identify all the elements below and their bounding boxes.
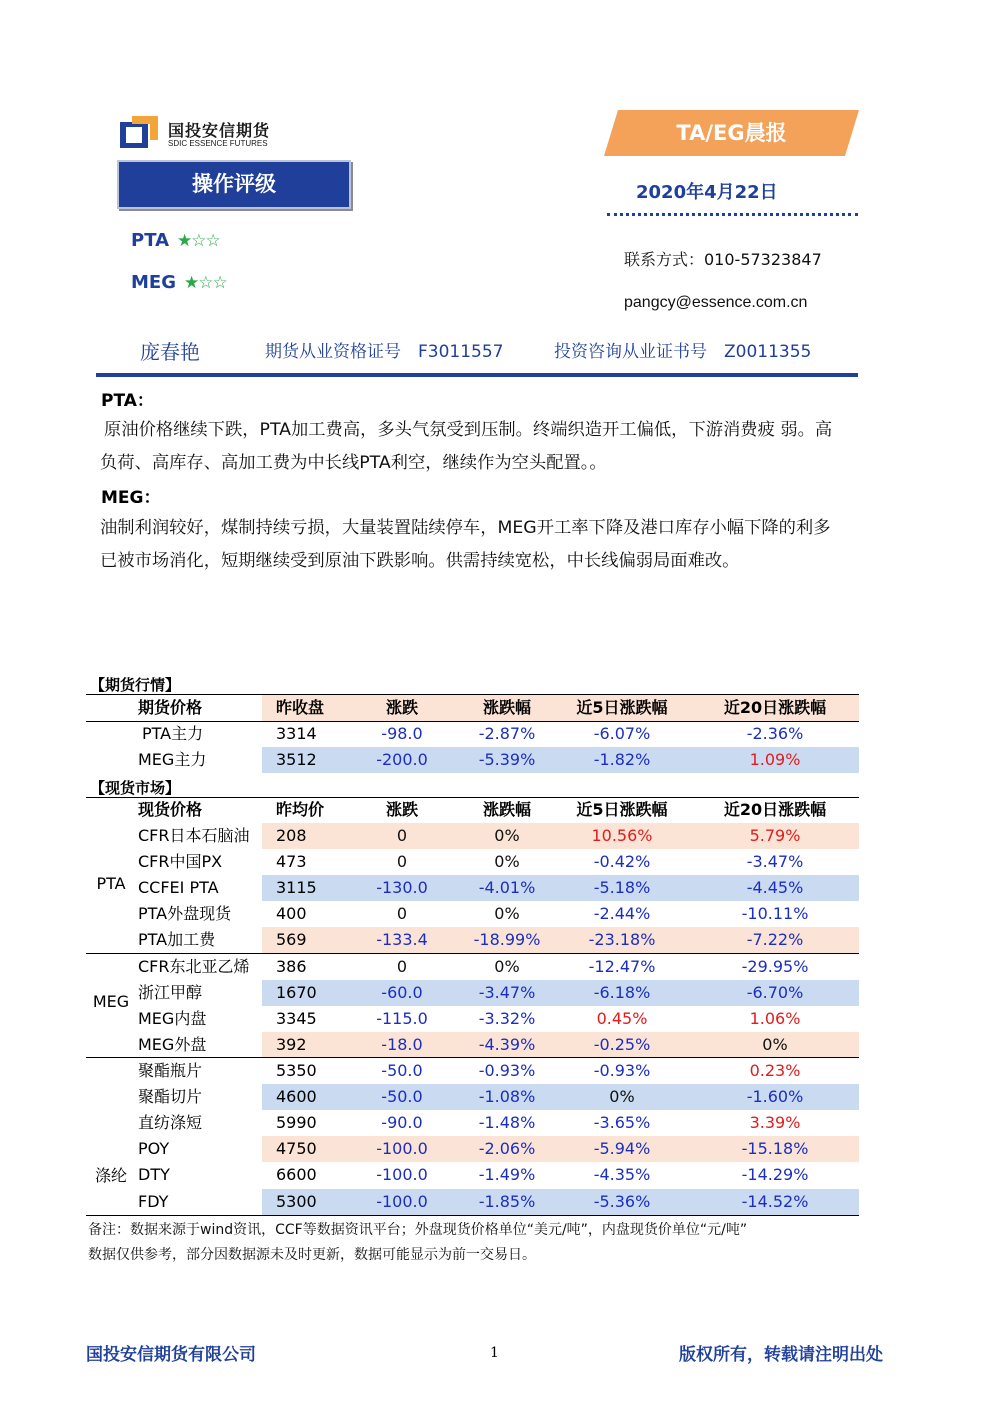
row-chg: -90.0	[381, 1113, 423, 1132]
col-header-p20: 近20日涨跌幅	[723, 698, 827, 717]
row-p5: 0%	[609, 1087, 635, 1106]
table-row	[86, 849, 859, 875]
pta-commentary: 原油价格继续下跌，PTA加工费高，多头气氛受到压制。终端织造开工偏低，下游消费疲 弱。高负荷、高库存、高加工费为中长线PTA利空，继续作为空头配置。。	[100, 420, 833, 473]
logo-cn-text: 国投安信期货	[168, 121, 271, 140]
row-p20: 3.39%	[749, 1113, 801, 1132]
row-p20: 5.79%	[749, 826, 801, 845]
futures-table-title: 【期货行情】	[90, 676, 181, 694]
row-price: 1670	[276, 983, 317, 1002]
advisory-cert-number: 投资咨询从业证书号 Z0011355	[554, 342, 812, 362]
col-header-name: 期货价格	[138, 698, 203, 717]
row-price: 208	[276, 826, 307, 845]
row-name: 聚酯切片	[138, 1087, 203, 1106]
row-name: CFR日本石脑油	[138, 826, 250, 845]
row-price: 392	[276, 1035, 307, 1054]
row-p20: 1.06%	[749, 1009, 801, 1028]
row-price: 4750	[276, 1139, 317, 1158]
company-logo	[118, 112, 318, 152]
row-p5: 0.45%	[596, 1009, 648, 1028]
row-p20: 1.09%	[749, 750, 801, 769]
rating-product: PTA	[131, 230, 170, 251]
row-p20: -2.36%	[746, 724, 804, 743]
table-row	[86, 980, 859, 1006]
table-note-source: 备注：数据来源于wind资讯，CCF等数据资讯平台；外盘现货价格单位“美元/吨”，内盘现货价单位“元/吨”	[88, 1222, 748, 1238]
contact-email[interactable]: pangcy@essence.com.cn	[624, 294, 808, 311]
col-header-name: 现货价格	[138, 800, 203, 819]
table-bottom-rule	[86, 1215, 859, 1216]
col-header-price: 昨收盘	[276, 698, 325, 717]
star-rating-icon: ★☆☆	[177, 231, 220, 251]
row-name: FDY	[138, 1192, 169, 1211]
row-chg: -100.0	[376, 1192, 428, 1211]
table-row	[86, 1136, 859, 1162]
contact-phone: 联系方式：010-57323847	[624, 250, 822, 269]
row-p5: -12.47%	[588, 957, 656, 976]
table-row	[86, 1189, 859, 1215]
footer-company: 国投安信期货有限公司	[86, 1345, 256, 1365]
row-price: 3345	[276, 1009, 317, 1028]
row-price: 3512	[276, 750, 317, 769]
row-price: 5300	[276, 1192, 317, 1211]
table-row	[86, 1032, 859, 1058]
row-chg: 0	[396, 957, 408, 976]
row-name: 聚酯瓶片	[138, 1061, 203, 1080]
row-pct: -3.32%	[478, 1009, 536, 1028]
row-name: 浙江甲醇	[138, 983, 203, 1002]
row-p20: -6.70%	[746, 983, 804, 1002]
row-chg: 0	[396, 904, 408, 923]
row-p20: -29.95%	[741, 957, 809, 976]
col-header-pct: 涨跌幅	[482, 698, 531, 717]
row-chg: -18.0	[381, 1035, 423, 1054]
analyst-name: 庞春艳	[140, 340, 200, 364]
row-pct: 0%	[494, 826, 520, 845]
table-note-disclaimer: 数据仅供参考，部分因数据源未及时更新，数据可能显示为前一交易日。	[88, 1247, 536, 1263]
table-row	[86, 1058, 859, 1084]
meg-section-title: MEG：	[101, 488, 161, 508]
report-title-banner	[604, 110, 859, 156]
row-chg: 0	[396, 852, 408, 871]
row-p20: -10.11%	[741, 904, 809, 923]
row-p5: -5.94%	[593, 1139, 651, 1158]
row-p5: -5.36%	[593, 1192, 651, 1211]
row-pct: -1.85%	[478, 1192, 536, 1211]
row-name: PTA主力	[142, 724, 204, 743]
row-p5: -23.18%	[588, 930, 656, 949]
group-label-meg: MEG	[92, 992, 130, 1011]
footer-copyright: 版权所有，转载请注明出处	[679, 1345, 883, 1365]
logo-en-text: SDIC ESSENCE FUTURES	[168, 139, 268, 148]
row-p5: -3.65%	[593, 1113, 651, 1132]
row-chg: -98.0	[381, 724, 423, 743]
table-row	[86, 1110, 859, 1136]
row-pct: -3.47%	[478, 983, 536, 1002]
col-header-price: 昨均价	[276, 800, 325, 819]
row-pct: -1.08%	[478, 1087, 536, 1106]
row-pct: 0%	[494, 852, 520, 871]
rating-product: MEG	[131, 272, 176, 293]
row-name: MEG外盘	[138, 1035, 207, 1054]
row-p5: -6.07%	[593, 724, 651, 743]
row-price: 5350	[276, 1061, 317, 1080]
rating-meg	[131, 272, 227, 293]
row-name: 直纺涤短	[138, 1113, 203, 1132]
row-name: MEG主力	[138, 750, 207, 769]
row-price: 473	[276, 852, 307, 871]
col-header-pct: 涨跌幅	[482, 800, 531, 819]
row-chg: -100.0	[376, 1139, 428, 1158]
row-price: 386	[276, 957, 307, 976]
row-p5: -0.93%	[593, 1061, 651, 1080]
row-pct: -2.87%	[478, 724, 536, 743]
row-chg: -60.0	[381, 983, 423, 1002]
table-row	[86, 1006, 859, 1032]
col-header-chg: 涨跌	[385, 698, 418, 717]
row-name: PTA外盘现货	[138, 904, 232, 923]
row-p5: -0.42%	[593, 852, 651, 871]
col-header-p5: 近5日涨跌幅	[576, 800, 668, 819]
row-p5: -2.44%	[593, 904, 651, 923]
row-name: PTA加工费	[138, 930, 216, 949]
table-row	[86, 954, 859, 980]
row-p5: -6.18%	[593, 983, 651, 1002]
row-p5: -0.25%	[593, 1035, 651, 1054]
row-p20: -1.60%	[746, 1087, 804, 1106]
report-date: 2020年4月22日	[636, 182, 778, 203]
row-pct: -4.01%	[478, 878, 536, 897]
date-divider	[607, 213, 858, 216]
row-pct: -1.49%	[478, 1165, 536, 1184]
star-rating-icon: ★☆☆	[183, 273, 227, 293]
row-pct: -1.48%	[478, 1113, 536, 1132]
spot-table-title: 【现货市场】	[90, 779, 181, 797]
row-chg: -200.0	[376, 750, 428, 769]
row-pct: -4.39%	[478, 1035, 536, 1054]
row-p20: -14.52%	[741, 1192, 809, 1211]
row-price: 3314	[276, 724, 317, 743]
row-p20: -14.29%	[741, 1165, 809, 1184]
row-chg: 0	[396, 826, 408, 845]
row-pct: -2.06%	[478, 1139, 536, 1158]
row-p20: -3.47%	[746, 852, 804, 871]
row-name: CCFEI PTA	[138, 878, 219, 897]
row-p20: -7.22%	[746, 930, 804, 949]
header-divider	[96, 373, 858, 377]
pta-section-title: PTA：	[101, 391, 154, 411]
futures-cert-number: 期货从业资格证号 F3011557	[265, 342, 504, 362]
col-header-p5: 近5日涨跌幅	[576, 698, 668, 717]
row-chg: -50.0	[381, 1087, 423, 1106]
table-row	[86, 1084, 859, 1110]
row-p5: -5.18%	[593, 878, 651, 897]
rating-title-box: 操作评级	[117, 160, 351, 209]
group-label-polyester: 涤纶	[94, 1166, 127, 1185]
col-header-p20: 近20日涨跌幅	[723, 800, 827, 819]
row-chg: -130.0	[376, 878, 428, 897]
row-pct: 0%	[494, 904, 520, 923]
table-row	[86, 875, 859, 901]
row-chg: -50.0	[381, 1061, 423, 1080]
row-p20: 0%	[762, 1035, 788, 1054]
row-pct: 0%	[494, 957, 520, 976]
row-price: 6600	[276, 1165, 317, 1184]
row-pct: -18.99%	[473, 930, 541, 949]
row-name: DTY	[138, 1165, 170, 1184]
row-name: CFR东北亚乙烯	[138, 957, 250, 976]
meg-commentary: 油制利润较好，煤制持续亏损，大量装置陆续停车，MEG开工率下降及港口库存小幅下降的利多已被市场消化，短期继续受到原油下跌影响。供需持续宽松，中长线偏弱局面难改。	[100, 518, 831, 571]
table-row	[86, 901, 859, 927]
table-row	[86, 747, 859, 773]
row-pct: -0.93%	[478, 1061, 536, 1080]
row-p20: -15.18%	[741, 1139, 809, 1158]
page-number: 1	[490, 1345, 499, 1361]
row-chg: -115.0	[376, 1009, 428, 1028]
row-chg: -100.0	[376, 1165, 428, 1184]
table-row	[86, 721, 859, 747]
row-p20: -4.45%	[746, 878, 804, 897]
row-p5: 10.56%	[591, 826, 653, 845]
futures-header-row	[86, 695, 859, 721]
row-price: 4600	[276, 1087, 317, 1106]
table-row	[86, 1162, 859, 1188]
spot-header-row	[86, 797, 859, 823]
row-price: 5990	[276, 1113, 317, 1132]
row-p20: 0.23%	[749, 1061, 801, 1080]
group-label-pta: PTA	[96, 874, 126, 893]
row-chg: -133.4	[376, 930, 428, 949]
rating-pta	[131, 230, 220, 251]
row-name: CFR中国PX	[138, 852, 223, 871]
col-header-chg: 涨跌	[385, 800, 418, 819]
row-price: 569	[276, 930, 307, 949]
row-p5: -4.35%	[593, 1165, 651, 1184]
row-price: 3115	[276, 878, 317, 897]
row-p5: -1.82%	[593, 750, 651, 769]
row-name: MEG内盘	[138, 1009, 207, 1028]
report-title: TA/EG晨报	[676, 121, 787, 145]
table-row	[86, 823, 859, 849]
row-price: 400	[276, 904, 307, 923]
logo-mark-icon	[118, 114, 160, 150]
row-pct: -5.39%	[478, 750, 536, 769]
row-name: POY	[138, 1139, 170, 1158]
table-row	[86, 927, 859, 953]
